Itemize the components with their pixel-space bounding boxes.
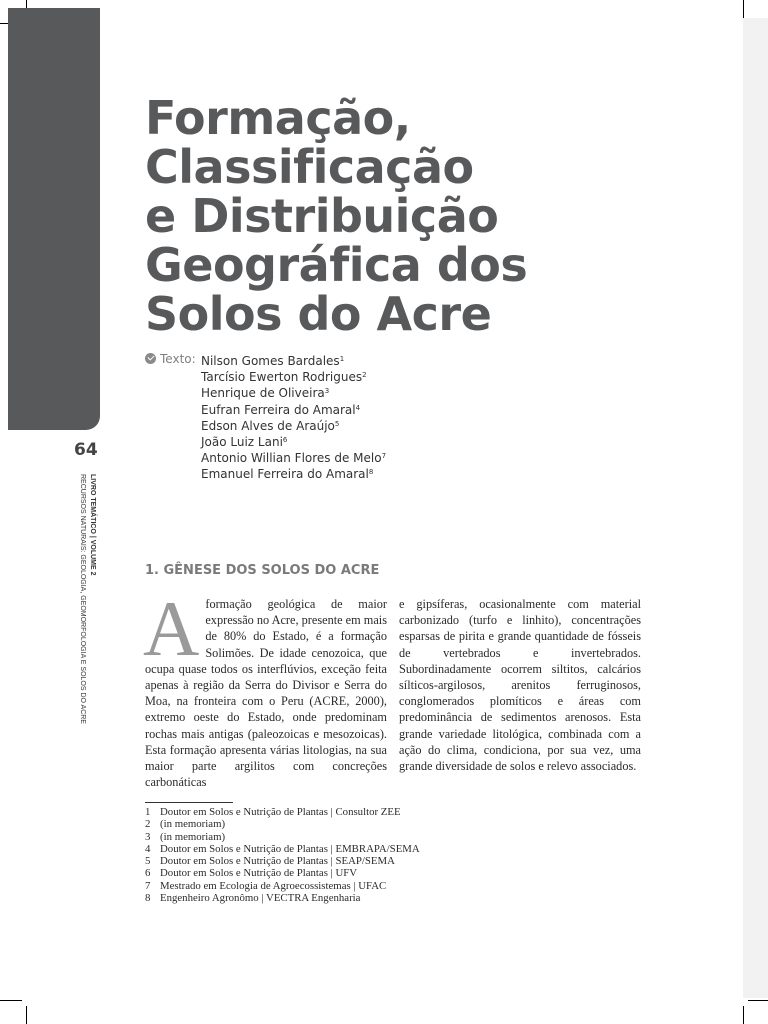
title-line: Geográfica dos: [145, 238, 528, 292]
page-number: 64: [74, 440, 98, 460]
title-line: Solos do Acre: [145, 287, 492, 341]
crop-mark: [743, 1006, 744, 1024]
drop-cap: A: [143, 585, 200, 672]
crop-mark: [748, 1000, 768, 1001]
authors-block: [145, 351, 387, 482]
check-circle-icon: [145, 353, 156, 364]
footnote: 1 Doutor em Solos e Nutrição de Plantas | Consultor ZEE: [145, 806, 401, 818]
page-edge: [743, 18, 768, 998]
side-tab-title-line1: Formação, Classificação e Distribuição: [119, 180, 135, 440]
section-heading: 1. GÊNESE DOS SOLOS DO ACRE: [145, 563, 380, 578]
side-tab-title: [100, 180, 136, 440]
author-list: [201, 351, 386, 481]
authors-label: Texto:: [160, 352, 196, 366]
vertical-meta-line1: LIVRO TEMÁTICO | VOLUME 2: [89, 474, 96, 576]
footnote: 7 Mestrado em Ecologia de Agroecossistemas | UFAC: [145, 879, 387, 892]
side-tab: [8, 8, 100, 430]
crop-mark: [26, 1006, 27, 1024]
side-tab-title-line2: Geográfica dos Solos do Acre: [101, 200, 117, 398]
page-title: [145, 91, 528, 341]
author: Emanuel Ferreira do Amaral$^8$: [201, 467, 374, 482]
vertical-meta-line2: RECURSOS NATURAIS: GEOLOGIA, GEOMORFOLOGIA E SOLOS DO ACRE: [79, 474, 86, 724]
body-column-left: [143, 585, 387, 790]
title-line: Formação,: [145, 91, 411, 145]
crop-mark: [743, 0, 744, 18]
title-line: Classificação: [145, 140, 474, 194]
body-text-left: formação geológica de maior expressão no Acre, presente em mais de 80% do Estado, é a formação Solimões. De idade cenozoica, que ocupa quase todos os interflúvios, exceção feita apenas à região da Serra do Divisor e Serra do Moa, na fronteira com o Peru (ACRE, 2000), extremo oeste do Estado, onde predominam rochas mais antigas (paleozoicas e mesozoicas). Esta formação apresenta várias litologias, na sua maior parte argilitos com concreções carbonáticas: [145, 597, 387, 790]
body-column-right: [399, 596, 641, 774]
footnote-rule: [145, 802, 233, 803]
footnotes: [145, 806, 420, 904]
author: Antonio Willian Flores de Melo$^7$: [201, 451, 387, 466]
author: João Luiz Lani$^6$: [201, 434, 288, 449]
footnote: 8 Engenheiro Agronômo | VECTRA Engenharia: [145, 892, 361, 905]
footnote: 4 Doutor em Solos e Nutrição de Plantas | EMBRAPA/SEMA: [145, 842, 420, 855]
author: Edson Alves de Araújo$^5$: [201, 418, 340, 433]
author: Eufran Ferreira do Amaral$^4$: [201, 402, 361, 417]
crop-mark: [0, 1000, 22, 1001]
footnote: 5 Doutor em Solos e Nutrição de Plantas | SEAP/SEMA: [145, 855, 395, 868]
author: Tarcísio Ewerton Rodrigues$^2$: [201, 370, 367, 385]
vertical-meta: [77, 474, 97, 724]
footnote: 6 Doutor em Solos e Nutrição de Plantas | UFV: [145, 867, 358, 880]
footnote: 3 (in memoriam): [145, 830, 226, 843]
title-line: e Distribuição: [145, 189, 499, 243]
author: Henrique de Oliveira$^3$: [201, 386, 330, 401]
body-text-right: e gipsíferas, ocasionalmente com material carbonizado (turfo e linhito), concentrações esparsas de pirita e grande quantidade de fósseis de vertebrados e invertebrados. Subordinadamente ocorrem siltitos, calcários sílticos-argilosos, arenitos ferruginosos, conglomerados plomíticos e áreas com predominância de sedimentos arenosos. Esta grande variedade litológica, combinada com a ação do clima, condiciona, por sua vez, uma grande diversidade de solos e relevo associados.: [399, 597, 641, 774]
footnote: 2 (in memoriam): [145, 818, 226, 831]
author: Nilson Gomes Bardales$^1$: [201, 354, 345, 368]
